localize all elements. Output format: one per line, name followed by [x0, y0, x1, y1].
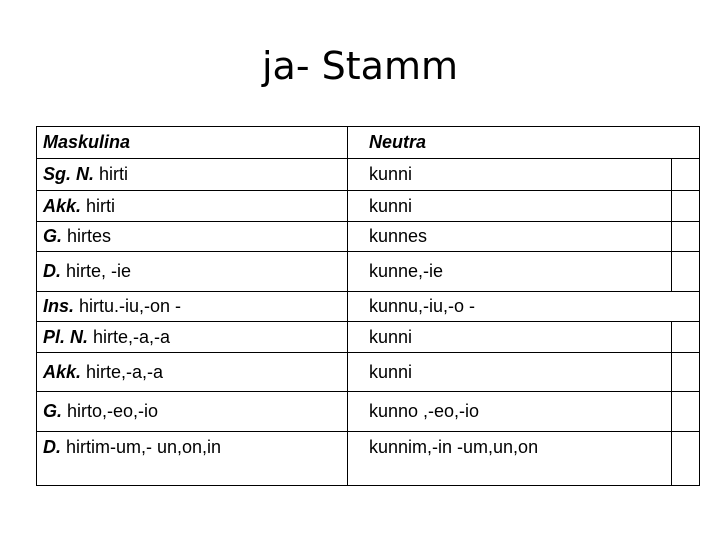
case-label: G.: [43, 226, 63, 246]
masculine-cell: [43, 252, 131, 291]
case-label: Akk.: [43, 361, 82, 382]
masculine-cell: [43, 292, 181, 321]
table-row: [37, 291, 699, 321]
table-row: [37, 431, 699, 463]
case-label: D.: [43, 261, 61, 281]
masculine-form: hirti: [81, 195, 116, 216]
masculine-cell: [43, 322, 170, 352]
table-row: [37, 190, 699, 221]
neuter-form: kunnes: [369, 226, 428, 246]
masculine-form: hirtim-um,- un,on,in: [61, 437, 222, 457]
header-neutra: Neutra: [369, 132, 427, 152]
neuter-form: kunni: [369, 164, 413, 184]
table-row: [37, 251, 699, 291]
table-row: [37, 391, 699, 431]
case-label: Akk.: [43, 195, 82, 216]
neuter-form: kunne,-ie: [369, 261, 444, 281]
masculine-cell: [43, 432, 221, 463]
masculine-cell: [43, 191, 115, 221]
masculine-form: hirtu.-iu,-on -: [74, 296, 182, 316]
header-maskulina: Maskulina: [43, 132, 131, 152]
declension-table: [36, 126, 700, 486]
masculine-form: hirtes: [62, 226, 112, 246]
masculine-form: hirto,-eo,-io: [62, 401, 159, 421]
neuter-form: kunni: [369, 326, 413, 347]
neuter-form: kunno ,-eo,-io: [369, 401, 480, 421]
neuter-form: kunnim,-in -um,un,on: [369, 437, 539, 457]
case-label: Ins.: [43, 296, 75, 316]
case-label: D.: [43, 437, 61, 457]
neuter-form: kunnu,-iu,-o -: [369, 296, 476, 316]
table-row: [37, 321, 699, 352]
neuter-form: kunni: [369, 361, 413, 382]
case-label: Sg. N.: [43, 164, 95, 184]
table-row: [37, 158, 699, 190]
masculine-cell: [43, 353, 163, 391]
masculine-cell: [43, 159, 128, 190]
neuter-form: kunni: [369, 195, 413, 216]
case-label: G.: [43, 401, 63, 421]
table-header-row: [37, 127, 699, 158]
table-row: [37, 221, 699, 251]
case-label: Pl. N.: [43, 326, 89, 347]
masculine-cell: [43, 392, 158, 431]
masculine-cell: [43, 222, 111, 251]
masculine-form: hirte, -ie: [61, 261, 132, 281]
table-row: [37, 352, 699, 391]
masculine-form: hirte,-a,-a: [81, 361, 164, 382]
masculine-form: hirti: [94, 164, 129, 184]
slide-title: ja- Stamm: [262, 44, 458, 88]
masculine-form: hirte,-a,-a: [88, 326, 171, 347]
